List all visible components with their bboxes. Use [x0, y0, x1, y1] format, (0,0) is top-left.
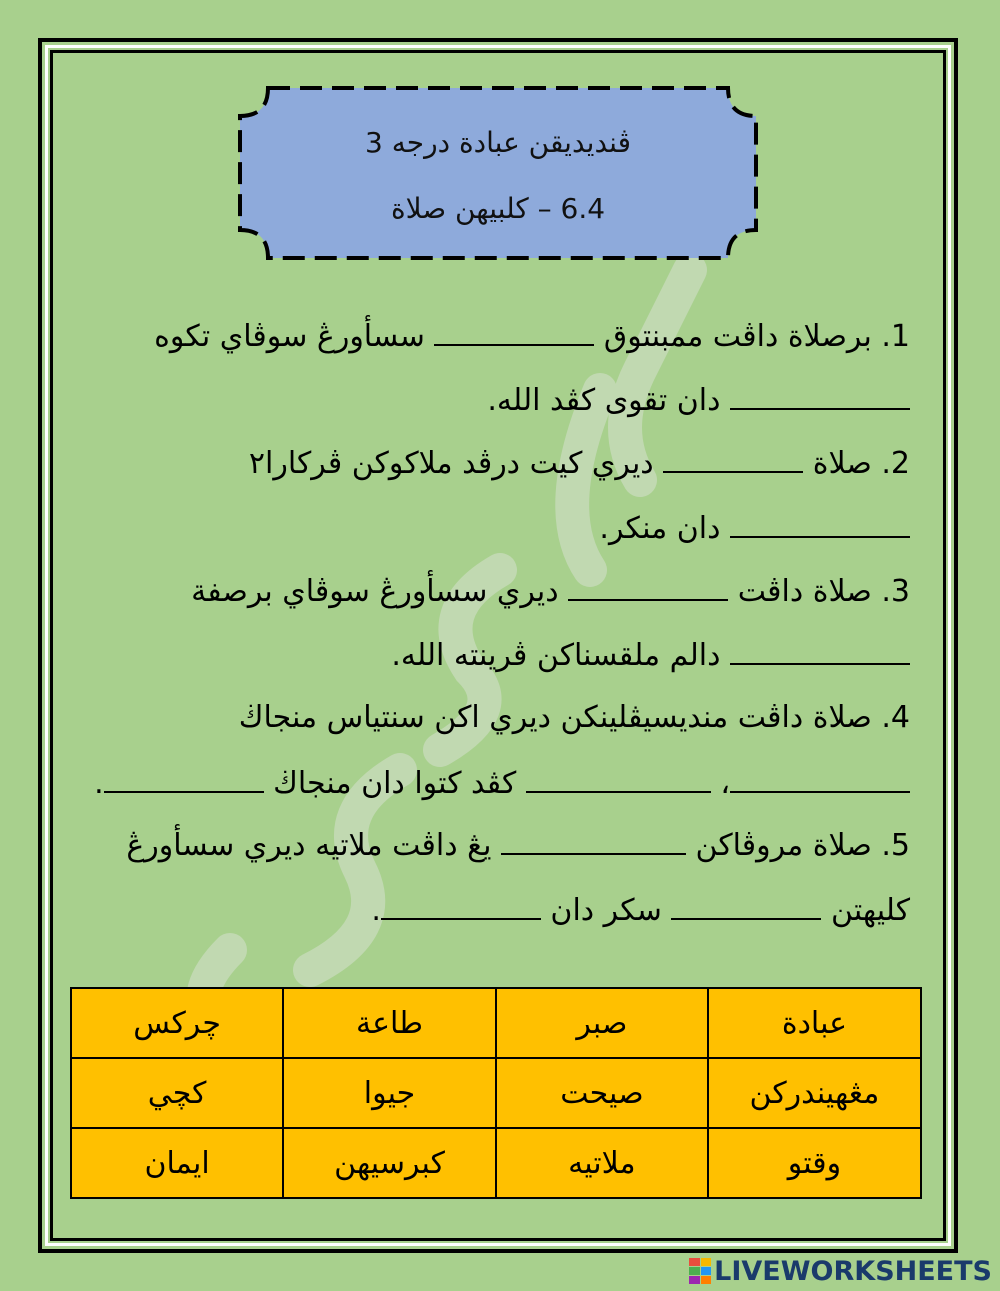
question-2-line-b [599, 510, 910, 546]
question-5-text-end: . [371, 893, 381, 928]
question-1-line-b [487, 382, 910, 418]
question-4-text-mid1: ، [710, 766, 730, 801]
question-5-text-mid: سكر دان [540, 893, 672, 928]
question-3-text-start: 3. صلاة داڤت [728, 574, 910, 609]
question-5-blank-2[interactable] [671, 892, 821, 920]
question-2-text-end: ديري كيت درڤد ملاكوكن ڤركارا٢ [248, 446, 664, 481]
word-cell[interactable]: كچي [71, 1058, 283, 1128]
table-row [71, 988, 921, 1058]
question-1-blank-2[interactable] [730, 382, 910, 410]
brand-text: LIVEWORKSHEETS [714, 1255, 992, 1287]
question-2-line-a [249, 445, 910, 481]
question-3-text-end: ديري سسأورڠ سوڤاي برصفة [191, 574, 569, 609]
word-cell[interactable]: ايمان [71, 1128, 283, 1198]
question-5-text-start: 5. صلاة مروڤاكن [685, 828, 910, 863]
liveworksheets-brand[interactable] [689, 1256, 992, 1286]
question-5-blank-1[interactable] [501, 827, 686, 855]
question-4-text-end: . [94, 766, 104, 801]
question-5-line-b [371, 892, 910, 928]
question-3-line-a [191, 573, 910, 609]
word-cell[interactable]: صبر [496, 988, 708, 1058]
question-3-blank-2[interactable] [730, 637, 910, 665]
title-line-1: ڤنديديقن عبادة درجه 3 [365, 126, 631, 159]
question-3-text-b: دالم ملقسناكن ڤرينته الله. [391, 638, 730, 673]
question-2-blank-2[interactable] [730, 510, 910, 538]
table-row [71, 1128, 921, 1198]
question-5-text-b-start: كليهتن [821, 893, 910, 928]
word-cell[interactable]: ملاتيه [496, 1128, 708, 1198]
question-5-blank-3[interactable] [381, 892, 541, 920]
question-1-blank-1[interactable] [434, 318, 594, 346]
question-4-line-b [94, 765, 910, 801]
word-cell[interactable]: كبرسيهن [283, 1128, 496, 1198]
table-row [71, 1058, 921, 1128]
title-line-2: 6.4 – كلبيهن صلاة [390, 192, 606, 225]
word-bank-table [70, 987, 922, 1199]
question-5-line-a [126, 827, 910, 863]
question-3-blank-1[interactable] [568, 573, 728, 601]
question-4-line-a [239, 700, 910, 735]
word-cell[interactable]: چرکس [71, 988, 283, 1058]
question-2-text-start: 2. صلاة [803, 446, 910, 481]
liveworksheets-logo-icon [689, 1258, 711, 1284]
question-1-text-start: 1. برصلاة داڤت ممبنتوق [594, 319, 910, 354]
word-cell[interactable]: طاعة [283, 988, 496, 1058]
question-5-text-end: يڠ داڤت ملاتيه ديري سسأورڠ [126, 828, 501, 863]
question-1-text-end: سسأورڠ سوڤاي تكوه [154, 319, 435, 354]
question-2-blank-1[interactable] [663, 445, 803, 473]
word-cell[interactable]: وقتو [708, 1128, 921, 1198]
question-4-text-start: 4. صلاة داڤت منديسيڤلينكن ديري اكن سنتياس منجاڬ [238, 700, 910, 735]
question-1-text-b: دان تقوى كڤد الله. [487, 383, 730, 418]
question-4-blank-3[interactable] [104, 765, 264, 793]
question-4-blank-1[interactable] [730, 765, 910, 793]
question-3-line-b [391, 637, 910, 673]
question-1-line-a [154, 318, 910, 354]
word-cell[interactable]: مڠهيندركن [708, 1058, 921, 1128]
word-cell[interactable]: عبادة [708, 988, 921, 1058]
title-box [238, 86, 758, 260]
word-cell[interactable]: جيوا [283, 1058, 496, 1128]
question-2-text-b: دان منكر. [599, 511, 730, 546]
word-cell[interactable]: صيحت [496, 1058, 708, 1128]
question-4-text-mid2: كڤد كتوا دان منجاڬ [263, 766, 526, 801]
question-4-blank-2[interactable] [526, 765, 711, 793]
